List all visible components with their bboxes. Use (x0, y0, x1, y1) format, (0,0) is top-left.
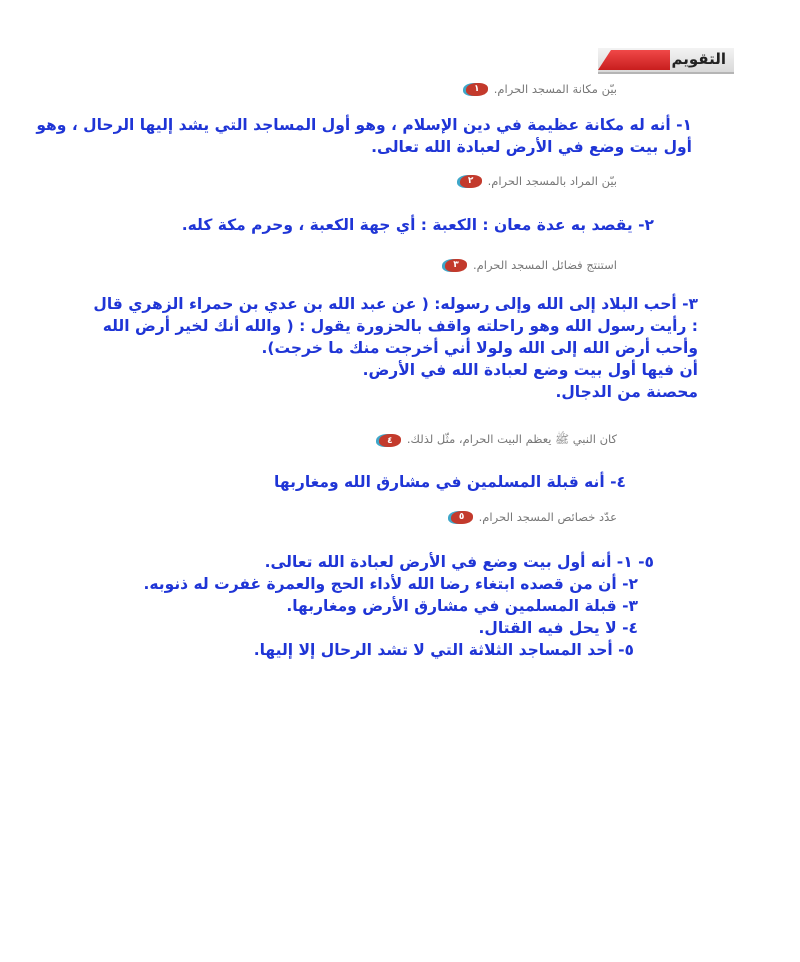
answer-line: ١- أنه له مكانة عظيمة في دين الإسلام ، وهو أول المساجد التي يشد إليها الرحال ، وهو (36, 116, 692, 134)
answer-line: ٥- ١- أنه أول بيت وضع في الأرض لعبادة الله تعالى. (264, 553, 654, 571)
answer-line: ٢- أن من قصده ابتغاء رضا الله لأداء الحج والعمرة غفرت له ذنوبه. (143, 575, 638, 593)
question-number-badge: ١ (466, 83, 488, 96)
answer-1 (36, 114, 692, 158)
answer-line: : رأيت رسول الله وهو راحلته واقف بالحزورة يقول : ( والله أنك لخير أرض الله (102, 317, 698, 335)
header-red-tab (598, 50, 670, 70)
question-number-badge: ٣ (445, 259, 467, 272)
question-text: عدّد خصائص المسجد الحرام. (478, 510, 617, 524)
answer-line: ٣- قبلة المسلمين في مشارق الأرض ومغاربها. (286, 597, 638, 615)
section-header (598, 48, 734, 74)
question-text: بيّن مكانة المسجد الحرام. (493, 82, 617, 96)
answer-line: أول بيت وضع في الأرض لعبادة الله تعالى. (371, 138, 692, 156)
question-number-badge: ٥ (451, 511, 473, 524)
question-4 (379, 432, 617, 449)
answer-line: وأحب أرض الله إلى الله ولولا أني أخرجت منك ما خرجت). (261, 339, 698, 357)
answer-line: ٤- أنه قبلة المسلمين في مشارق الله ومغاربها (274, 473, 626, 491)
answer-line: ٢- يقصد به عدة معان : الكعبة : أي جهة الكعبة ، وحرم مكة كله. (181, 216, 654, 234)
question-3 (445, 258, 617, 272)
answer-5 (144, 551, 655, 661)
answer-2 (182, 214, 654, 236)
answer-line: محصنة من الدجال. (555, 383, 698, 401)
answer-4 (274, 471, 626, 493)
question-number-badge: ٤ (379, 434, 401, 447)
answer-3 (93, 293, 698, 403)
question-text: كان النبي ﷺ يعظم البيت الحرام، مثّل لذلك. (406, 432, 617, 446)
question-number-badge: ٢ (460, 175, 482, 188)
answer-line: ٣- أحب البلاد إلى الله وإلى رسوله: ( عن عبد الله بن عدي بن حمراء الزهري قال (93, 295, 698, 313)
question-5 (451, 510, 617, 524)
question-2 (460, 174, 617, 188)
section-title: التقويم (671, 50, 726, 68)
answer-line: أن فيها أول بيت وضع لعبادة الله في الأرض. (362, 361, 698, 379)
answer-line: ٤- لا يحل فيه القتال. (478, 619, 638, 637)
answer-line: ٥- أحد المساجد الثلاثة التي لا تشد الرحال إلا إليها. (253, 641, 634, 659)
question-text: بيّن المراد بالمسجد الحرام. (487, 174, 617, 188)
question-1 (466, 82, 617, 96)
question-text: استنتج فضائل المسجد الحرام. (472, 258, 617, 272)
